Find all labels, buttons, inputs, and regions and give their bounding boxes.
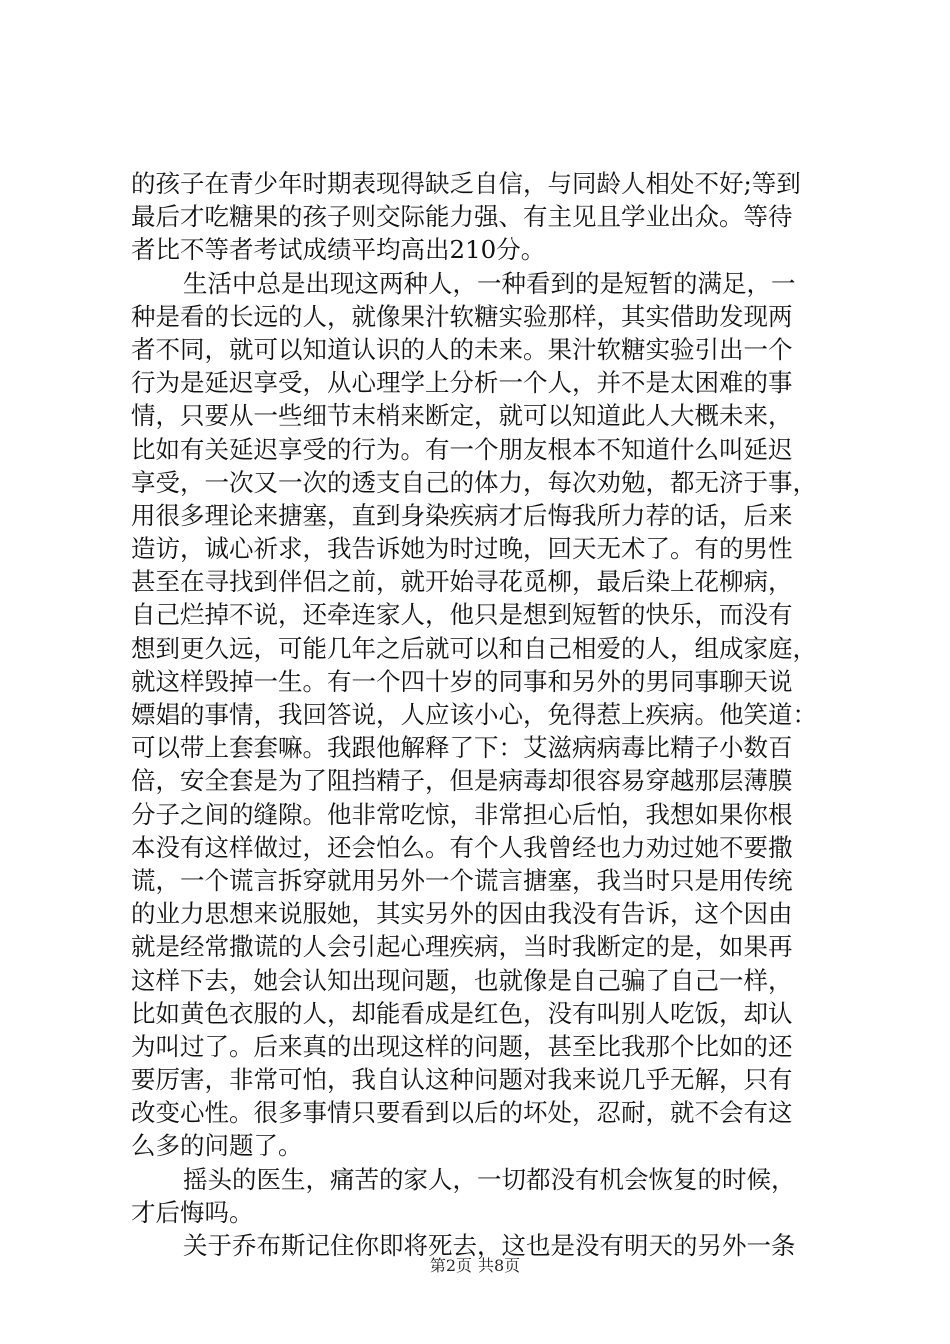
page-number: 第2页: [429, 1256, 472, 1275]
text-line: 关于乔布斯记住你即将死去，这也是没有明天的另外一条: [183, 1231, 796, 1260]
text-line: 的业力思想来说服她，其实另外的因由我没有告诉，这个因由: [131, 899, 793, 929]
text-line: 本没有这样做过，还会怕么。有个人我曾经也力劝过她不要撒: [131, 832, 793, 862]
text-line: 要厉害，非常可怕，我自认这种问题对我来说几乎无解，只有: [131, 1065, 793, 1095]
text-line: 情，只要从一些细节末梢来断定，就可以知道此人大概未来，: [131, 401, 793, 431]
text-line: 行为是延迟享受，从心理学上分析一个人，并不是太困难的事: [131, 368, 793, 398]
text-line: 为叫过了。后来真的出现这样的问题，甚至比我那个比如的还: [131, 1031, 793, 1061]
text-line: 者比不等者考试成绩平均高出210分。: [131, 235, 546, 265]
text-line: 种是看的长远的人，就像果汁软糖实验那样，其实借助发现两: [131, 301, 793, 331]
text-line: 可以带上套套嘛。我跟他解释了下：艾滋病病毒比精子小数百: [131, 733, 793, 763]
page-footer: [0, 1256, 950, 1276]
text-line: 甚至在寻找到伴侣之前，就开始寻花觅柳，最后染上花柳病，: [131, 567, 793, 597]
text-line: 用很多理论来搪塞，直到身染疾病才后悔我所力荐的话，后来: [131, 500, 793, 530]
text-line: 比如黄色衣服的人，却能看成是红色，没有叫别人吃饭，却认: [131, 998, 793, 1028]
text-line: 这样下去，她会认知出现问题，也就像是自己骗了自己一样，: [131, 965, 793, 995]
text-line: 改变心性。很多事情只要看到以后的坏处，忍耐，就不会有这: [131, 1098, 793, 1128]
text-line: 自己烂掉不说，还牵连家人，他只是想到短暂的快乐，而没有: [131, 600, 793, 630]
text-line: 才后悔吗。: [131, 1197, 254, 1227]
text-line: 谎，一个谎言拆穿就用另外一个谎言搪塞，我当时只是用传统: [131, 865, 793, 895]
text-line: 摇头的医生，痛苦的家人，一切都没有机会恢复的时候，: [183, 1164, 796, 1194]
text-line: 么多的问题了。: [131, 1131, 303, 1161]
text-line: 嫖娼的事情，我回答说，人应该小心，免得惹上疾病。他笑道：: [131, 700, 817, 729]
text-line: 就是经常撒谎的人会引起心理疾病，当时我断定的是，如果再: [131, 932, 793, 962]
text-line: 倍，安全套是为了阻挡精子，但是病毒却很容易穿越那层薄膜: [131, 766, 793, 796]
body-text: [131, 167, 831, 1262]
text-line: 者不同，就可以知道认识的人的未来。果汁软糖实验引出一个: [131, 334, 793, 364]
text-line: 最后才吃糖果的孩子则交际能力强、有主见且学业出众。等待: [131, 202, 793, 232]
text-line: 比如有关延迟享受的行为。有一个朋友根本不知道什么叫延迟: [131, 434, 793, 464]
text-line: 分子之间的缝隙。他非常吃惊，非常担心后怕，我想如果你根: [131, 799, 793, 829]
text-line: 享受，一次又一次的透支自己的体力，每次劝勉，都无济于事，: [131, 467, 817, 497]
text-line: 造访，诚心祈求，我告诉她为时过晚，回天无术了。有的男性: [131, 534, 793, 564]
text-line: 生活中总是出现这两种人，一种看到的是短暂的满足，一: [183, 268, 796, 298]
text-line: 就这样毁掉一生。有一个四十岁的同事和另外的男同事聊天说: [131, 666, 793, 696]
page-total: 共8页: [478, 1256, 521, 1275]
text-line: 的孩子在青少年时期表现得缺乏自信，与同龄人相处不好;等到: [131, 169, 801, 198]
text-line: 想到更久远，可能几年之后就可以和自己相爱的人，组成家庭，: [131, 633, 817, 663]
